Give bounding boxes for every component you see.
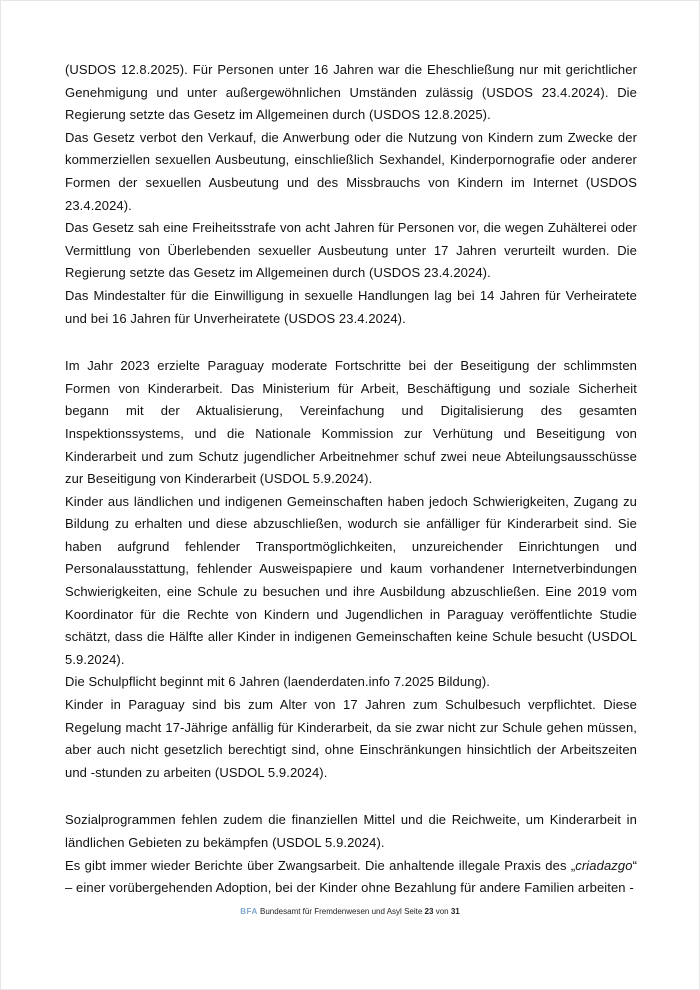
document-body (65, 59, 637, 900)
paragraph-gap (65, 784, 637, 809)
text-run: Das Gesetz sah eine Freiheitsstrafe von acht Jahren für Personen vor, die wegen Zuhälterei oder Vermittlung von Überlebenden sexueller Ausbeutung unter 17 Jahren verurteilt wurden. Die Regierung setzte das Gesetz im Allgemeinen durch (USDOS 23.4.2024). (65, 220, 637, 281)
paragraph (65, 694, 637, 784)
text-run: Kinder in Paraguay sind bis zum Alter von 17 Jahren zum Schulbesuch verpflichtet. Diese Regelung macht 17-Jährige anfällig für Kinderarbeit, da sie zwar nicht zur Schule gehen müssen, aber auch nicht gesetzlich berechtigt sind, ohne Einschränkungen hinsichtlich der Arbeitszeiten und -stunden zu arbeiten (USDOL 5.9.2024). (65, 697, 637, 780)
paragraph (65, 355, 637, 491)
paragraph (65, 671, 637, 694)
paragraph (65, 855, 637, 900)
footer-of-label: von (435, 907, 449, 916)
text-run: Kinder aus ländlichen und indigenen Gemeinschaften haben jedoch Schwierigkeiten, Zugang zu Bildung zu erhalten und diese abzuschließen, wodurch sie anfälliger für Kinderarbeit sind. Sie haben aufgrund fehlender Transportmöglichkeiten, unzureichender Einrichtungen und Personalausstattung, fehlender Ausweispapiere und kaum vorhandener Internetverbindungen Schwierigkeiten, eine Schule zu besuchen und ihre Ausbildung abzuschließen. Eine 2019 vom Koordinator für die Rechte von Kindern und Jugendlichen in Paraguay veröffentlichte Studie schätzt, dass die Hälfte aller Kinder in indigenen Gemeinschaften keine Schule besucht (USDOL 5.9.2024). (65, 493, 637, 667)
paragraph (65, 809, 637, 854)
paragraph (65, 59, 637, 127)
paragraph (65, 285, 637, 330)
text-run: (USDOS 12.8.2025). Für Personen unter 16 Jahren war die Eheschließung nur mit gerichtlicher Genehmigung und unter außergewöhnlichen Umständen zulässig (USDOS 23.4.2024). Die Regierung setzte das Gesetz im Allgemeinen durch (USDOS 12.8.2025). (65, 62, 637, 123)
text-run: Das Gesetz verbot den Verkauf, die Anwerbung oder die Nutzung von Kindern zum Zwecke der kommerziellen sexuellen Ausbeutung, einschließlich Sexhandel, Kinderpornografie oder anderer Formen der sexuellen Ausbeutung und des Missbrauchs von Kindern im Internet (USDOS 23.4.2024). (65, 129, 637, 213)
footer-page-label: Seite (404, 907, 423, 916)
text-run: Sozialprogrammen fehlen zudem die finanziellen Mittel und die Reichweite, um Kinderarbeit in ländlichen Gebieten zu bekämpfen (USDOL 5.9.2024). (65, 812, 637, 850)
footer-page-number: 23 (424, 907, 434, 916)
paragraph (65, 217, 637, 285)
text-run: Es gibt immer wieder Berichte über Zwangsarbeit. Die anhaltende illegale Praxis des „ (65, 857, 576, 873)
page-footer (1, 906, 699, 917)
italic-term: criadazgo (575, 857, 633, 873)
paragraph-gap (65, 330, 637, 355)
paragraph (65, 127, 637, 217)
bfa-logo: BFA (240, 907, 258, 916)
text-run: Im Jahr 2023 erzielte Paraguay moderate Fortschritte bei der Beseitigung der schlimmsten Formen von Kinderarbeit. Das Ministerium für Arbeit, Beschäftigung und soziale Sicherheit begann mit der Aktualisierung, Vereinfachung und Digitalisierung des gesamten Inspektionssystems, und die Nationale Kommission zur Verhütung und Beseitigung von Kinderarbeit und zum Schutz jugendlicher Arbeitnehmer schuf zwei neue Abteilungsausschüsse zur Beseitigung von Kinderarbeit (USDOL 5.9.2024). (65, 358, 637, 487)
text-run: Die Schulpflicht beginnt mit 6 Jahren (laenderdaten.info 7.2025 Bildung). (65, 674, 491, 690)
text-run: “ – einer vorübergehenden Adoption, bei der Kinder ohne Bezahlung für andere Familien arbeiten - (65, 857, 637, 896)
footer-org-text: Bundesamt für Fremdenwesen und Asyl (259, 907, 402, 916)
paragraph (65, 491, 637, 672)
text-run: Das Mindestalter für die Einwilligung in sexuelle Handlungen lag bei 14 Jahren für Verheiratete und bei 16 Jahren für Unverheiratete (USDOS 23.4.2024). (65, 287, 637, 326)
footer-total-pages: 31 (450, 907, 460, 916)
